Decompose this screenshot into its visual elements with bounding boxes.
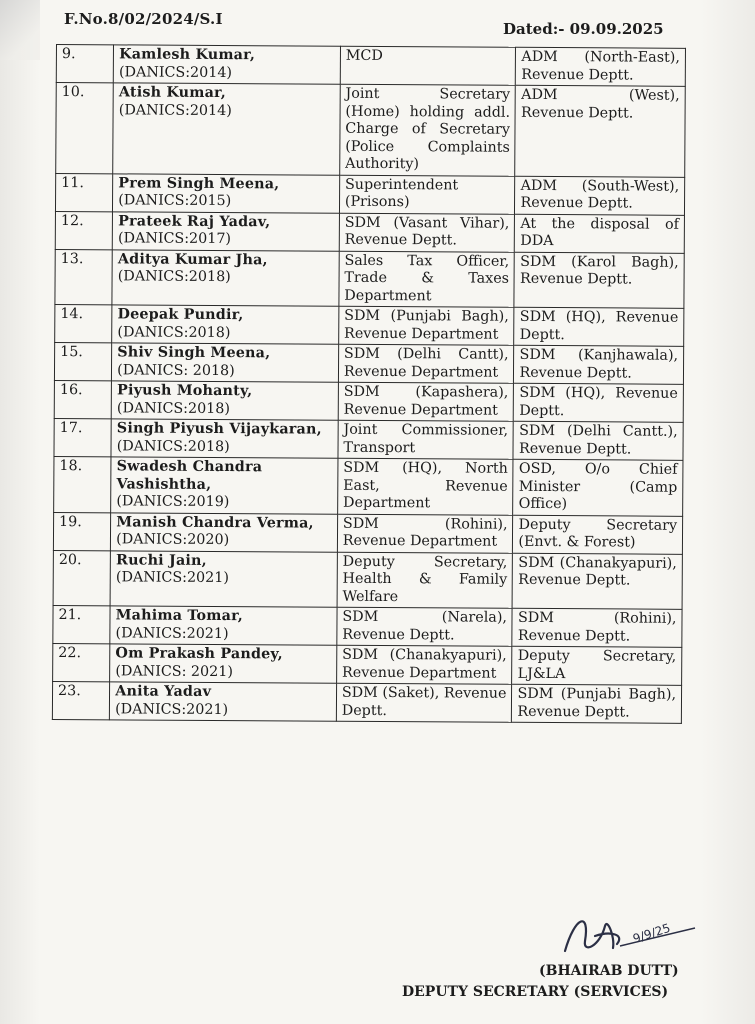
signatory-designation: DEPUTY SECRETARY (SERVICES): [402, 984, 669, 1000]
table-body: [52, 45, 685, 724]
serial-number: 10.: [56, 83, 114, 174]
present-posting: SDM (Punjabi Bagh), Revenue Department: [339, 306, 515, 345]
table-row: [55, 249, 684, 308]
officer-name: Singh Piyush Vijaykaran,: [116, 420, 322, 438]
new-posting: ADM (South-West), Revenue Deptt.: [515, 176, 685, 215]
table-row: [54, 418, 683, 460]
officer-name: Om Prakash Pandey,: [115, 645, 283, 663]
officer-cell: [112, 305, 339, 344]
officer-name: Atish Kumar,: [118, 84, 227, 102]
officer-batch: (DANICS:2021): [115, 624, 229, 642]
officer-batch: (DANICS:2018): [117, 268, 231, 286]
present-posting: SDM (Saket), Revenue Deptt.: [336, 683, 512, 722]
officer-cell: [111, 381, 338, 420]
officer-name: Prateek Raj Yadav,: [118, 212, 271, 230]
new-posting: ADM (West), Revenue Deptt.: [515, 85, 685, 177]
serial-number: 14.: [55, 304, 112, 342]
table-row: [55, 173, 684, 215]
officer-cell: [113, 45, 340, 84]
present-posting: Joint Commissioner, Transport: [338, 420, 514, 459]
table-row: [53, 605, 682, 647]
officer-name: Shiv Singh Meena,: [117, 344, 271, 362]
serial-number: 9.: [56, 45, 113, 83]
table-row: [56, 45, 685, 87]
signatory-name: (BHAIRAB DUTT): [539, 963, 679, 979]
officer-cell: [112, 249, 339, 306]
new-posting: OSD, O/o Chief Minister (Camp Office): [513, 459, 683, 516]
officer-batch: (DANICS:2014): [118, 63, 233, 81]
officer-batch: (DANICS:2021): [115, 569, 230, 587]
present-posting: MCD: [340, 46, 516, 85]
officer-name: Anita Yadav: [115, 683, 212, 700]
new-posting: SDM (Delhi Cantt.), Revenue Deptt.: [513, 421, 683, 460]
new-posting: Deputy Secretary (Envt. & Forest): [513, 515, 683, 554]
officer-cell: [113, 83, 340, 175]
officer-name: Swadesh Chandra Vashishtha,: [116, 458, 263, 493]
new-posting: SDM (Chanakyapuri), Revenue Deptt.: [513, 553, 683, 610]
officer-batch: (DANICS:2020): [116, 531, 230, 549]
serial-number: 20.: [53, 550, 111, 606]
officer-cell: [110, 644, 337, 683]
table-row: [53, 550, 682, 609]
present-posting: SDM (HQ), North East, Revenue Department: [337, 458, 513, 515]
present-posting: SDM (Rohini), Revenue Department: [337, 514, 513, 553]
serial-number: 23.: [52, 681, 109, 719]
table-row: [55, 211, 684, 253]
officer-batch: (DANICS:2019): [116, 493, 230, 511]
table-row: [56, 83, 686, 177]
present-posting: Superintendent (Prisons): [339, 175, 515, 214]
officer-cell: [110, 606, 337, 645]
officer-name: Mahima Tomar,: [115, 607, 244, 625]
officer-cell: [111, 512, 338, 551]
file-number: F.No.8/02/2024/S.I: [64, 10, 223, 28]
present-posting: Deputy Secretary, Health & Family Welfare: [337, 552, 513, 609]
serial-number: 21.: [53, 605, 110, 643]
serial-number: 16.: [54, 380, 111, 418]
present-posting: SDM (Delhi Cantt), Revenue Department: [338, 344, 514, 383]
page-corner-shadow: [0, 0, 40, 60]
officer-name: Kamlesh Kumar,: [119, 46, 256, 64]
new-posting: SDM (HQ), Revenue Deptt.: [514, 307, 684, 346]
officer-cell: [111, 457, 338, 514]
table-row: [54, 380, 683, 422]
officer-batch: (DANICS:2018): [117, 323, 231, 341]
officer-name: Aditya Kumar Jha,: [117, 250, 268, 268]
serial-number: 11.: [55, 173, 112, 211]
table-row: [55, 304, 684, 346]
officer-batch: (DANICS:2021): [115, 700, 229, 718]
new-posting: SDM (Kanjhawala), Revenue Deptt.: [514, 345, 684, 384]
officer-batch: (DANICS:2015): [118, 192, 232, 210]
officer-cell: [113, 173, 340, 212]
serial-number: 19.: [53, 512, 110, 550]
table-row: [54, 342, 683, 384]
serial-number: 15.: [54, 342, 111, 380]
transfer-posting-table: [52, 44, 686, 724]
officer-name: Deepak Pundir,: [117, 306, 244, 324]
officer-name: Ruchi Jain,: [115, 551, 207, 569]
table-row: [53, 512, 682, 554]
present-posting: Sales Tax Officer, Trade & Taxes Department: [339, 251, 515, 308]
officer-cell: [112, 343, 339, 382]
handwritten-signature: [555, 906, 705, 966]
officer-cell: [111, 419, 338, 458]
present-posting: SDM (Chanakyapuri), Revenue Department: [336, 645, 512, 684]
officer-name: Manish Chandra Verma,: [116, 513, 314, 532]
officer-batch: (DANICS:2018): [116, 437, 230, 455]
officer-cell: [112, 211, 339, 250]
new-posting: Deputy Secretary, LJ&LA: [512, 646, 682, 685]
officer-batch: (DANICS:2014): [118, 101, 232, 119]
present-posting: SDM (Narela), Revenue Deptt.: [337, 607, 513, 646]
new-posting: SDM (Rohini), Revenue Deptt.: [512, 608, 682, 647]
new-posting: ADM (North-East), Revenue Deptt.: [516, 47, 686, 86]
present-posting: SDM (Kapashera), Revenue Department: [338, 382, 514, 421]
table-row: [52, 681, 681, 723]
serial-number: 12.: [55, 211, 112, 249]
new-posting: SDM (HQ), Revenue Deptt.: [514, 383, 684, 422]
serial-number: 22.: [53, 643, 110, 681]
document-date: Dated:- 09.09.2025: [503, 20, 664, 38]
table-row: [54, 456, 683, 515]
present-posting: SDM (Vasant Vihar), Revenue Deptt.: [339, 213, 515, 252]
officer-batch: (DANICS: 2018): [117, 361, 235, 379]
officer-batch: (DANICS:2017): [117, 230, 232, 248]
present-posting: Joint Secretary (Home) holding addl. Charge of Secretary (Police Complaints Authority): [340, 84, 516, 176]
new-posting: SDM (Karol Bagh), Revenue Deptt.: [514, 252, 684, 309]
officer-cell: [110, 682, 337, 721]
officer-name: Piyush Mohanty,: [117, 382, 253, 400]
signature-date: 9/9/25: [631, 920, 673, 947]
table-row: [53, 643, 682, 685]
new-posting: SDM (Punjabi Bagh), Revenue Deptt.: [512, 684, 682, 723]
officer-batch: (DANICS:2018): [116, 399, 231, 417]
serial-number: 13.: [55, 249, 113, 305]
new-posting: At the disposal of DDA: [515, 214, 685, 253]
officer-batch: (DANICS: 2021): [115, 662, 233, 680]
officer-name: Prem Singh Meena,: [118, 174, 280, 192]
serial-number: 18.: [54, 456, 112, 512]
officer-cell: [110, 550, 337, 607]
serial-number: 17.: [54, 418, 111, 456]
